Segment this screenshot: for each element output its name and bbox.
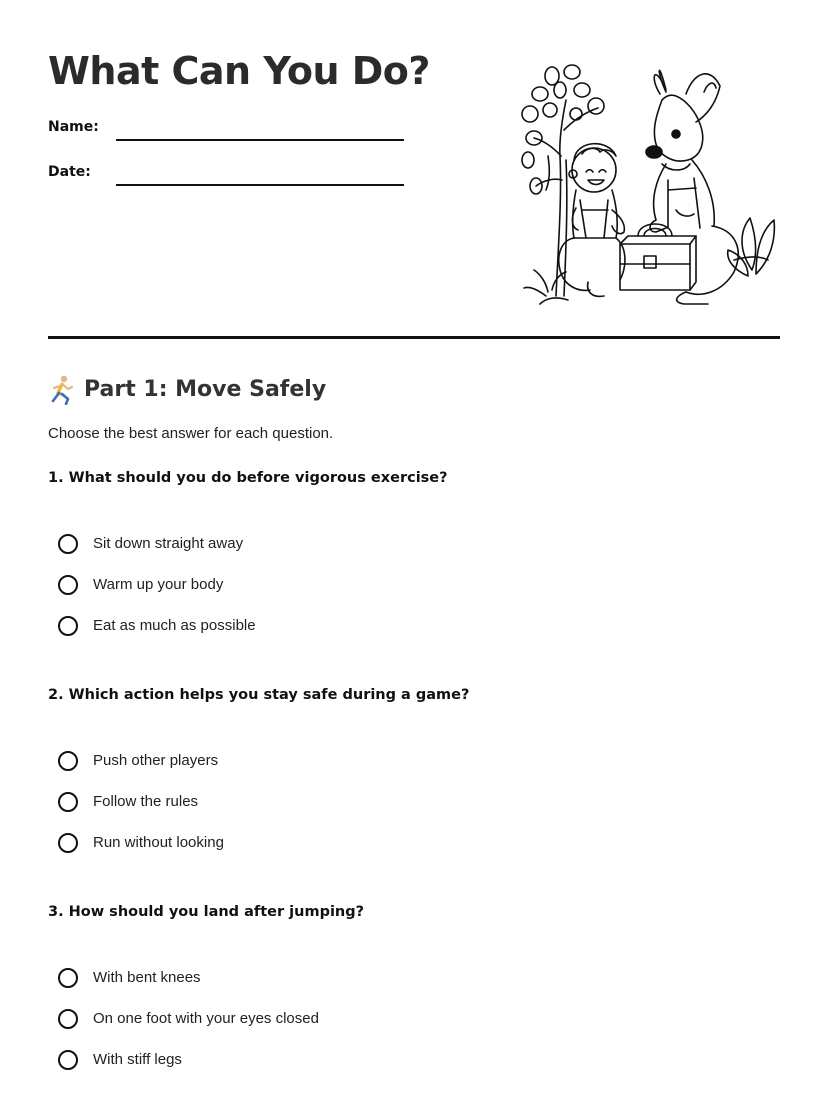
section-divider	[48, 336, 780, 339]
runner-icon	[48, 375, 76, 405]
answer-option[interactable]	[58, 573, 223, 597]
part1-instructions: Choose the best answer for each question.	[48, 425, 334, 442]
answer-option[interactable]	[58, 966, 201, 990]
answer-option[interactable]	[58, 749, 218, 773]
radio-button[interactable]	[58, 1050, 78, 1070]
answer-option[interactable]	[58, 790, 198, 814]
radio-button[interactable]	[58, 792, 78, 812]
answer-text: Warm up your body	[93, 576, 224, 593]
question-2: 2. Which action helps you stay safe during a game?	[48, 687, 470, 703]
answer-text: Sit down straight away	[93, 535, 244, 552]
answer-text: With bent knees	[93, 969, 201, 986]
boy-kangaroo-illustration	[516, 60, 778, 314]
answer-text: Eat as much as possible	[93, 617, 256, 634]
page-title: What Can You Do?	[48, 49, 430, 93]
answer-text: On one foot with your eyes closed	[93, 1010, 319, 1027]
part1-header	[48, 374, 326, 406]
radio-button[interactable]	[58, 1009, 78, 1029]
boy-icon	[559, 144, 625, 297]
first-aid-box-icon	[620, 224, 696, 290]
answer-text: Run without looking	[93, 834, 224, 851]
radio-button[interactable]	[58, 751, 78, 771]
radio-button[interactable]	[58, 616, 78, 636]
part1-title: Part 1: Move Safely	[84, 377, 327, 402]
answer-option[interactable]	[58, 532, 243, 556]
question-3: 3. How should you land after jumping?	[48, 904, 365, 920]
answer-text: Follow the rules	[93, 793, 199, 810]
radio-button[interactable]	[58, 575, 78, 595]
answer-option[interactable]	[58, 614, 256, 638]
radio-button[interactable]	[58, 968, 78, 988]
answer-option[interactable]	[58, 1048, 182, 1072]
kangaroo-icon	[646, 70, 768, 304]
answer-text: With stiff legs	[93, 1051, 182, 1068]
date-line[interactable]	[116, 184, 404, 186]
name-label: Name:	[48, 119, 99, 135]
date-label: Date:	[48, 164, 91, 180]
radio-button[interactable]	[58, 534, 78, 554]
answer-text: Push other players	[93, 752, 219, 769]
answer-option[interactable]	[58, 1007, 319, 1031]
radio-button[interactable]	[58, 833, 78, 853]
name-line[interactable]	[116, 139, 404, 141]
answer-option[interactable]	[58, 831, 224, 855]
question-1: 1. What should you do before vigorous exercise?	[48, 470, 448, 486]
